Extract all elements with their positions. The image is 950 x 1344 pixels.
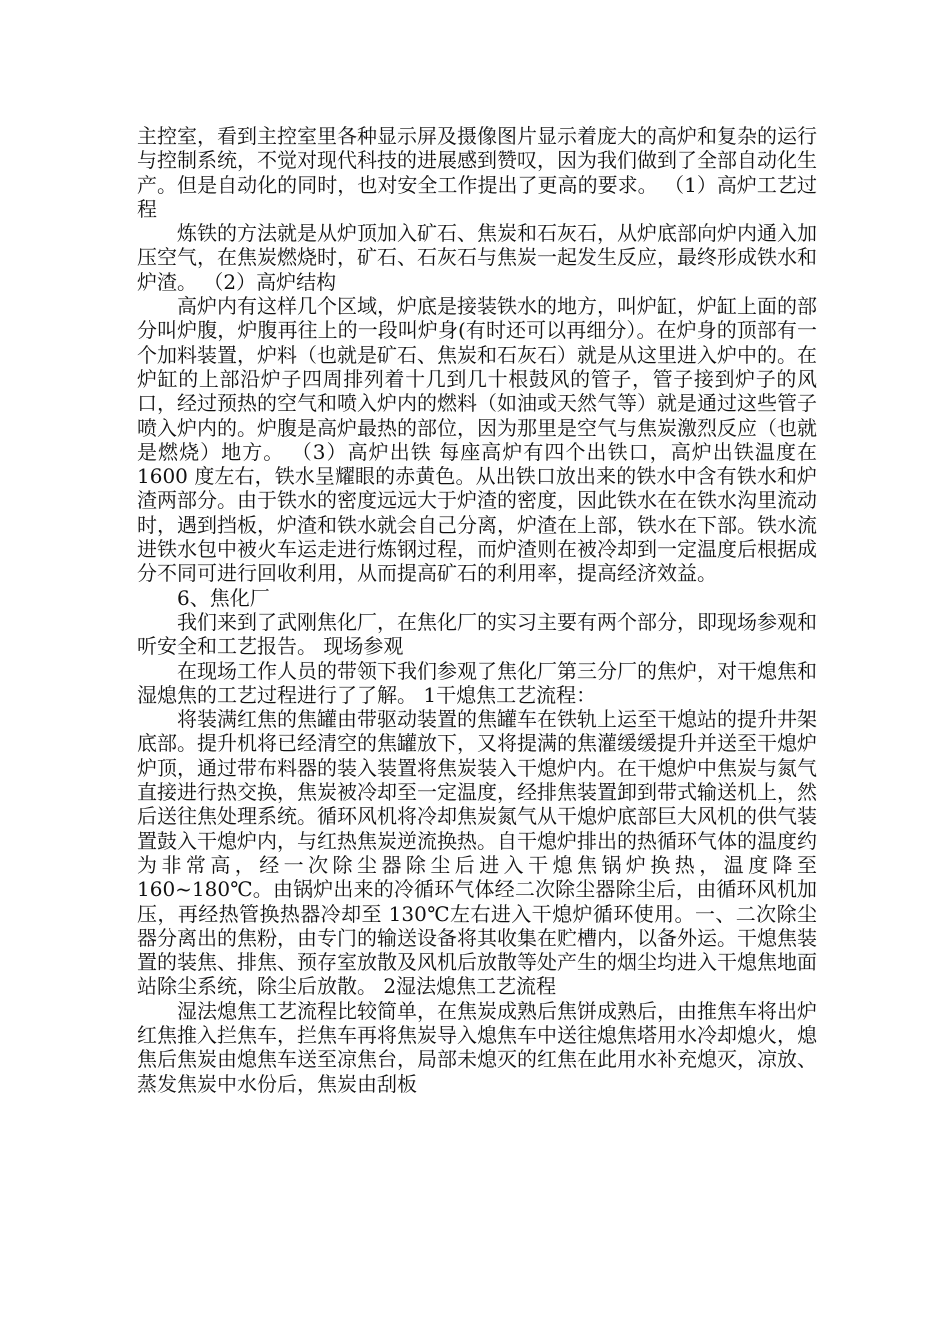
document-body: [137, 124, 817, 1096]
paragraph-ironmaking-method: 炼铁的方法就是从炉顶加入矿石、焦炭和石灰石，从炉底部向炉内通入加压空气，在焦炭燃烧时，矿石、石灰石与焦炭一起发生反应，最终形成铁水和炉渣。 （2）高炉结构: [137, 221, 817, 294]
paragraph-wet-quenching-process: 湿法熄焦工艺流程比较简单，在焦炭成熟后焦饼成熟后，由推焦车将出炉红焦推入拦焦车，拦焦车再将焦炭导入熄焦车中送往熄焦塔用水冷却熄火，熄焦后焦炭由熄焦车送至凉焦台，局部未熄灭的红焦在此用水补充熄灭，凉放、蒸发焦炭中水份后，焦炭由刮板: [137, 998, 817, 1096]
paragraph-site-tour: 在现场工作人员的带领下我们参观了焦化厂第三分厂的焦炉，对干熄焦和湿熄焦的工艺过程进行了了解。 1干熄焦工艺流程：: [137, 658, 817, 707]
paragraph-coking-plant-visit: 我们来到了武刚焦化厂，在焦化厂的实习主要有两个部分，即现场参观和听安全和工艺报告。 现场参观: [137, 609, 817, 659]
paragraph-furnace-structure: 高炉内有这样几个区域，炉底是接装铁水的地方，叫炉缸，炉缸上面的部分叫炉腹，炉腹再往上的一段叫炉身(有时还可以再细分）。在炉身的顶部有一个加料装置，炉料（也就是矿石、焦炭和石灰石）就是从这里进入炉中的。在炉缸的上部沿炉子四周排列着十几到几十根鼓风的管子，管子接到炉子的风口，经过预热的空气和喷入炉内的燃料（如油或天然气等）就是通过这些管子喷入炉内的。炉腹是高炉最热的部位，因为那里是空气与焦炭激烈反应（也就是燃烧）地方。 （3）高炉出铁 每座高炉有四个出铁口，高炉出铁温度在 1600 度左右，铁水呈耀眼的赤黄色。从出铁口放出来的铁水中含有铁水和炉渣两部分。由于铁水的密度远远大于炉渣的密度，因此铁水在在铁水沟里流动时，遇到挡板，炉渣和铁水就会自己分离，炉渣在上部，铁水在下部。铁水流进铁水包中被火车运走进行炼钢过程，而炉渣则在被冷却到一定温度后根据成分不同可进行回收利用，从而提高矿石的利用率，提高经济效益。: [137, 294, 817, 586]
paragraph-dry-quenching-process: 将装满红焦的焦罐由带驱动装置的焦罐车在铁轨上运至干熄站的提升井架底部。提升机将已经清空的焦罐放下，又将提满的焦灌缓缓提升并送至干熄炉炉顶，通过带布料器的装入装置将焦炭装入干熄炉内。在干熄炉中焦炭与氮气直接进行热交换，焦炭被冷却至一定温度，经排焦装置卸到带式输送机上，然后送往焦处理系统。循环风机将冷却焦炭氮气从干熄炉底部巨大风机的供气装置鼓入干熄炉内，与红热焦炭逆流换热。自干熄炉排出的热循环气体的温度约为非常高，经一次除尘器除尘后进入干熄焦锅炉换热，温度降至160~180℃。由锅炉出来的冷循环气体经二次除尘器除尘后，由循环风机加压，再经热管换热器冷却至 130℃左右进入干熄炉循环使用。一、二次除尘器分离出的焦粉，由专门的输送设备将其收集在贮槽内，以备外运。干熄焦装置的装焦、排焦、预存室放散及风机后放散等处产生的烟尘均进入干熄焦地面站除尘系统，除尘后放散。 2湿法熄焦工艺流程: [137, 707, 817, 999]
section-heading-coking-plant: 6、焦化厂: [177, 585, 270, 610]
paragraph-blast-furnace-control-room: 主控室，看到主控室里各种显示屏及摄像图片显示着庞大的高炉和复杂的运行与控制系统，不觉对现代科技的进展感到赞叹，因为我们做到了全部自动化生产。但是自动化的同时，也对安全工作提出了更高的要求。 （1）高炉工艺过程: [137, 124, 817, 221]
